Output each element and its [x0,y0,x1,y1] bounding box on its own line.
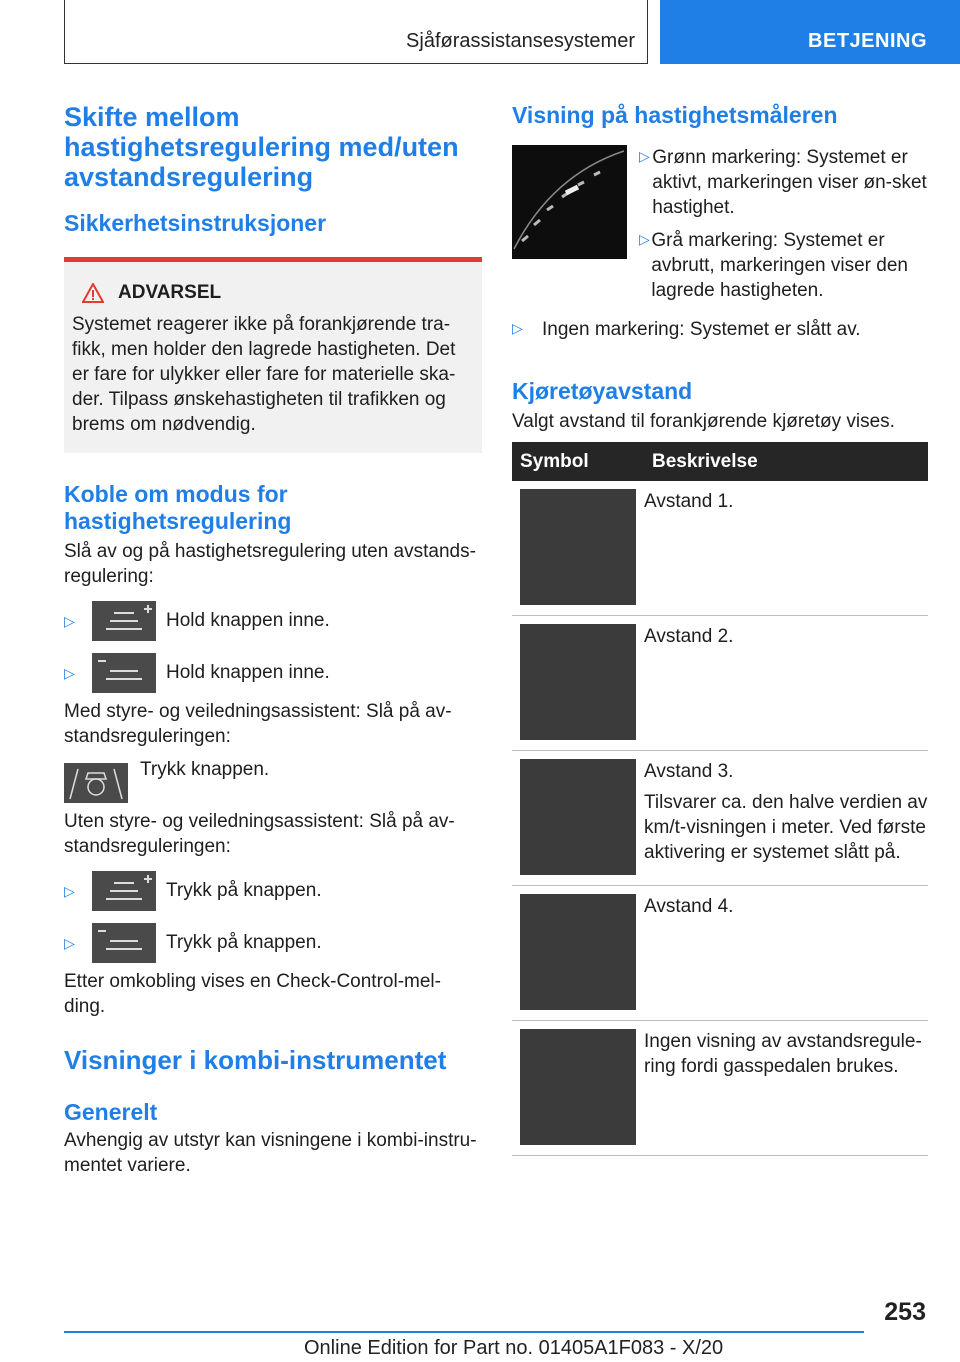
table-row [512,481,928,616]
warning-box [64,257,482,453]
distance-plus-button-icon [92,601,156,641]
arrow-icon: ▷ [512,320,523,336]
warning-label: ADVARSEL [118,282,222,303]
general-heading: Generelt [64,1099,158,1125]
press-once-text: Trykk knappen. [140,759,270,780]
distance-4-image [520,894,636,1010]
distance-minus-button-icon [92,653,156,693]
step-press-2 [64,923,482,963]
arrow-icon: ▷ [64,612,75,629]
row-desc: Avstand 4. [644,896,734,917]
distance-2-image [520,624,636,740]
warning-triangle-icon [82,283,104,303]
hold-text-2: Hold knappen inne. [166,662,330,683]
row-extra: Tilsvarer ca. den halve verdien av km/t-visningen i meter. Ved første aktivering er systemet slått på. [644,792,928,863]
header-section-title: Sjåførassistansesystemer [406,30,635,52]
distance-heading: Kjøretøyavstand [512,378,693,404]
bullet-grey-text: Grå markering: Systemet er avbrutt, markeringen viser den lagrede hastigheten. [651,230,908,301]
warning-text: Systemet reagerer ikke på forankjørende tra-fikk, men holder den lagrede hastigheten. Det er fare for ulykker eller fare for materielle ska-der. Tilpass ønskehastigheten til trafikken og brems om nødvendig. [72,314,456,435]
switch-intro: Slå av og på hastighetsregulering uten avstands-regulering: [64,541,476,587]
step-press-1 [64,871,482,911]
bullet-none-text: Ingen markering: Systemet er slått av. [542,319,861,340]
table-header-description: Beskrivelse [644,442,928,481]
no-distance-image [520,1029,636,1145]
arrow-icon: ▷ [639,231,650,247]
table-row [512,751,928,886]
bullet-none [512,317,928,342]
speedo-heading: Visning på hastighetsmåleren [512,102,838,128]
table-row [512,886,928,1021]
table-row [512,616,928,751]
bullet-green-text: Grønn markering: Systemet er aktivt, markeringen viser øn-sket hastighet. [652,147,927,218]
bullet-green [639,145,928,220]
distance-plus-button-icon [92,871,156,911]
header-section-box [64,0,648,64]
distance-1-image [520,489,636,605]
after-switch-text: Etter omkobling vises en Check-Control-mel-ding. [64,971,441,1017]
general-text: Avhengig av utstyr kan visningene i kombi-instru-mentet variere. [64,1130,477,1176]
safety-heading: Sikkerhetsinstruksjoner [64,210,327,236]
row-desc: Avstand 2. [644,626,734,647]
press-text-1: Trykk på knappen. [166,880,322,901]
header-tab [660,0,960,64]
press-text-2: Trykk på knappen. [166,932,322,953]
step-hold-2 [64,653,482,693]
hold-text-1: Hold knappen inne. [166,610,330,631]
without-assist-text: Uten styre- og veiledningsassistent: Slå på av-standsreguleringen: [64,811,455,857]
table-row [512,1021,928,1156]
display-heading: Visninger i kombi-instrumentet [64,1045,447,1075]
bullet-grey [639,228,928,303]
with-assist-text: Med styre- og veiledningsassistent: Slå på av-standsreguleringen: [64,701,452,747]
arrow-icon: ▷ [639,148,650,164]
table-header-symbol: Symbol [512,442,644,481]
arrow-icon: ▷ [64,934,75,951]
row-desc: Avstand 3. [644,761,734,782]
distance-intro: Valgt avstand til forankjørende kjøretøy vises. [512,411,895,432]
distance-3-image [520,759,636,875]
page-number: 253 [884,1298,926,1326]
footer-divider [64,1331,864,1333]
header-tab-label: BETJENING [808,30,927,52]
switch-mode-heading: Koble om modus for hastighetsregulering [64,481,292,534]
steering-assist-button-icon [64,763,128,803]
footer-edition: Online Edition for Part no. 01405A1F083 - X/20 [304,1337,724,1359]
distance-table [512,442,928,1156]
right-column [512,102,928,1156]
step-press-once [64,759,482,803]
step-hold-1 [64,601,482,641]
arrow-icon: ▷ [64,882,75,899]
left-column [64,102,482,1178]
arrow-icon: ▷ [64,664,75,681]
distance-minus-button-icon [92,923,156,963]
row-desc: Avstand 1. [644,491,734,512]
speedometer-image [512,145,627,259]
row-desc: Ingen visning av avstandsregule-ring fordi gasspedalen brukes. [644,1031,922,1077]
section-title: Skifte mellom hastighetsregulering med/uten avstandsregulering [64,102,459,192]
